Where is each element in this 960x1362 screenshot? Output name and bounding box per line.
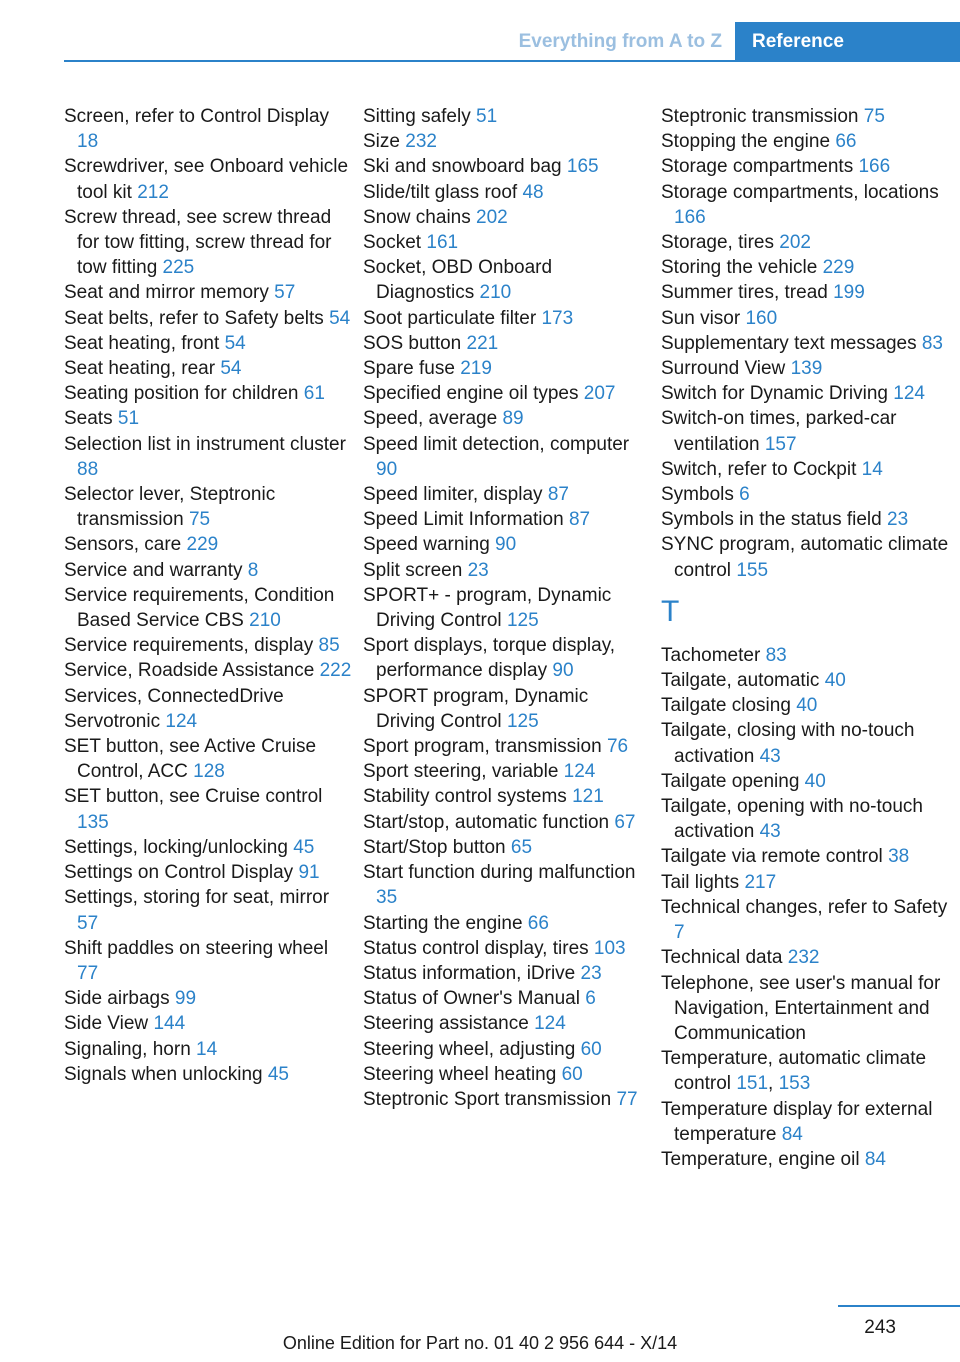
index-entry-text: Surround View <box>661 358 786 380</box>
index-entry-text: Settings on Control Display <box>64 862 294 884</box>
page-reference-link[interactable]: 40 <box>804 770 826 792</box>
index-entry-text: SOS button <box>363 332 462 354</box>
index-entry-text: Summer tires, tread <box>661 282 828 304</box>
index-entry <box>661 895 949 945</box>
index-entry-text: Seats <box>64 408 113 430</box>
index-entry <box>363 784 651 809</box>
index-entry-text: Split screen <box>363 559 463 581</box>
index-entry-text: Seat heating, rear <box>64 358 216 380</box>
index-entry <box>661 255 949 280</box>
index-entry-text: Temperature, engine oil <box>661 1148 860 1170</box>
index-entry-text: Stability control systems <box>363 786 567 808</box>
page-reference-link[interactable]: 54 <box>329 307 351 329</box>
page-reference-link[interactable]: 77 <box>616 1088 638 1110</box>
index-entry-text: Status information, iDrive <box>363 962 576 984</box>
page-reference-link[interactable]: 14 <box>861 458 883 480</box>
index-entry-text: Start/Stop button <box>363 836 506 858</box>
index-entry <box>64 104 352 154</box>
page-reference-link[interactable]: 14 <box>196 1038 218 1060</box>
index-entry-text: Service and warranty <box>64 559 243 581</box>
page-reference-link[interactable]: 151 <box>736 1073 769 1095</box>
index-entry-text: Switch for Dynamic Driving <box>661 383 888 405</box>
page-reference-link[interactable]: 45 <box>267 1063 289 1085</box>
index-entry-text: Socket, OBD Onboard Diagnostics <box>363 257 553 304</box>
index-entry-text: Storage compartments <box>661 156 854 178</box>
footer-rule <box>838 1305 960 1307</box>
index-entry <box>64 684 352 709</box>
page-reference-link[interactable]: 60 <box>561 1063 583 1085</box>
index-entry <box>363 331 651 356</box>
index-entry <box>64 532 352 557</box>
page-reference-link[interactable]: 217 <box>744 871 777 893</box>
index-entry <box>64 331 352 356</box>
page-reference-link[interactable]: 65 <box>510 836 533 858</box>
page-reference-link[interactable]: 202 <box>779 232 811 254</box>
page-reference-link[interactable]: 166 <box>858 156 891 178</box>
index-entry-text: Steptronic Sport transmission <box>363 1088 612 1110</box>
page-reference-link[interactable]: 124 <box>563 761 596 783</box>
index-entry <box>363 205 651 230</box>
index-entry-text: Seat and mirror memory <box>64 282 269 304</box>
page-reference-link[interactable]: 87 <box>568 509 591 531</box>
index-entry <box>363 860 651 910</box>
index-entry-text: Speed limit detection, computer <box>363 433 630 455</box>
index-entry <box>661 693 949 718</box>
index-entry <box>661 230 949 255</box>
index-entry-text: SET button, see Cruise control <box>64 786 323 808</box>
index-entry <box>363 684 651 734</box>
index-entry <box>363 936 651 961</box>
index-entry-text: Tailgate closing <box>661 695 791 717</box>
index-entry <box>64 356 352 381</box>
page-reference-link[interactable]: 232 <box>787 947 820 969</box>
index-entry-text: Soot particulate filter <box>363 307 537 329</box>
index-column-2 <box>363 104 651 1112</box>
page-reference-link[interactable]: 221 <box>466 332 499 354</box>
index-entry <box>661 280 949 305</box>
index-entry <box>661 180 949 230</box>
page-reference-link[interactable]: 23 <box>467 559 489 581</box>
index-entry-text: Signals when unlocking <box>64 1063 263 1085</box>
index-entry <box>661 668 949 693</box>
page-reference-link[interactable]: 40 <box>824 670 846 692</box>
index-entry <box>64 986 352 1011</box>
index-column-3 <box>661 104 949 1172</box>
page-reference-link[interactable]: 155 <box>736 559 769 581</box>
index-entry-text: Size <box>363 131 400 153</box>
index-entry-text: Sensors, care <box>64 534 182 556</box>
page-reference-link[interactable]: 125 <box>506 710 539 732</box>
index-entry <box>661 844 949 869</box>
page-reference-link[interactable]: 232 <box>405 131 437 153</box>
index-entry-text: Selection list in instrument cluster <box>64 433 346 455</box>
index-entry-text: Screw thread, see screw thread for tow fitting, screw thread for tow fitting <box>64 206 332 279</box>
page-reference-link[interactable]: 199 <box>833 282 865 304</box>
page-reference-link[interactable]: 8 <box>247 559 259 581</box>
index-entry <box>363 1062 651 1087</box>
index-entry-text: Speed warning <box>363 534 490 556</box>
index-entry <box>661 971 949 1047</box>
index-entry-text: Stopping the engine <box>661 131 831 153</box>
index-entry <box>363 356 651 381</box>
index-entry-text: Speed limiter, display <box>363 484 543 506</box>
index-entry <box>661 1097 949 1147</box>
running-header-tab: Reference <box>735 22 960 62</box>
index-entry-text: Seat belts, refer to Safety belts <box>64 307 324 329</box>
page-reference-link[interactable]: 18 <box>77 131 99 153</box>
page-reference-link[interactable]: 45 <box>293 836 315 858</box>
index-entry <box>363 406 651 431</box>
index-entry-text: Spare fuse <box>363 358 455 380</box>
index-entry <box>363 835 651 860</box>
index-entry <box>363 961 651 986</box>
index-entry-text: Start/stop, automatic function <box>363 811 610 833</box>
index-entry-text: Storing the vehicle <box>661 257 818 279</box>
index-entry <box>64 1011 352 1036</box>
index-entry <box>661 457 949 482</box>
page-reference-link[interactable]: 76 <box>606 736 629 758</box>
index-entry: Temperature, automatic climate control 151, 153 <box>661 1048 927 1095</box>
page-reference-link[interactable]: 54 <box>224 332 246 354</box>
index-entry-text: Sun visor <box>661 307 741 329</box>
index-entry-text: Temperature, automatic climate control <box>661 1048 927 1095</box>
index-entry-text: Status control display, tires <box>363 937 589 959</box>
index-entry <box>363 180 651 205</box>
index-entry-text: Symbols in the status field <box>661 509 882 531</box>
index-entry <box>64 936 352 986</box>
index-entry <box>363 1037 651 1062</box>
page-reference-link[interactable]: 210 <box>249 610 281 632</box>
page-reference-link[interactable]: 157 <box>764 433 797 455</box>
index-entry <box>363 230 651 255</box>
page-reference-link[interactable]: 139 <box>790 358 823 380</box>
index-entry <box>661 769 949 794</box>
index-entry-text: Services, ConnectedDrive <box>64 685 284 707</box>
edition-footer: Online Edition for Part no. 01 40 2 956 644 - X/14 <box>282 1333 678 1353</box>
index-entry <box>64 280 352 305</box>
index-entry-text: Temperature display for external temperature <box>661 1098 933 1145</box>
index-entry-text: Tachometer <box>661 644 761 666</box>
index-entry-text: Starting the engine <box>363 912 523 934</box>
page-reference-link[interactable]: 84 <box>864 1148 886 1170</box>
index-entry <box>64 154 352 204</box>
index-entry-text: Shift paddles on steering wheel <box>64 937 329 959</box>
index-entry-text: Selector lever, Steptronic transmission <box>64 484 276 531</box>
page-reference-link[interactable]: 229 <box>822 257 855 279</box>
page-reference-link[interactable]: 75 <box>188 509 211 531</box>
page-reference-link[interactable]: 43 <box>759 745 781 767</box>
index-entry <box>661 718 949 768</box>
index-entry <box>363 482 651 507</box>
index-entry-text: Tailgate, automatic <box>661 670 820 692</box>
page-reference-link[interactable]: 48 <box>522 181 544 203</box>
index-entry-text: Slide/tilt glass roof <box>363 181 518 203</box>
page-reference-link[interactable]: 83 <box>765 644 787 666</box>
index-entry-text: Tail lights <box>661 871 740 893</box>
page-reference-link[interactable]: 6 <box>585 988 596 1010</box>
index-entry <box>363 633 651 683</box>
index-entry <box>64 860 352 885</box>
index-entry-text: Sport steering, variable <box>363 761 559 783</box>
index-entry <box>363 432 651 482</box>
index-entry <box>363 129 651 154</box>
page-reference-link[interactable]: 57 <box>77 912 99 934</box>
page-reference-link[interactable]: 165 <box>566 156 599 178</box>
index-entry <box>661 794 949 844</box>
index-entry-text: Switch, refer to Cockpit <box>661 458 857 480</box>
index-entry <box>363 911 651 936</box>
index-entry <box>661 381 949 406</box>
page-reference-link[interactable]: 66 <box>835 131 857 153</box>
index-entry <box>363 255 651 305</box>
page-reference-link[interactable]: 75 <box>863 106 885 127</box>
index-entry-text: Tailgate, closing with no-touch activation <box>661 720 915 767</box>
index-entry <box>661 507 949 532</box>
index-entry <box>64 432 352 482</box>
index-entry <box>661 306 949 331</box>
index-entry <box>661 532 949 582</box>
index-entry-text: SPORT program, Dynamic Driving Control <box>363 685 589 732</box>
header-rule <box>64 60 960 62</box>
index-entry-text: Service, Roadside Assistance <box>64 660 315 682</box>
page-reference-link[interactable]: 23 <box>887 509 909 531</box>
index-entry <box>64 658 352 683</box>
index-entry <box>64 482 352 532</box>
page-reference-link[interactable]: 210 <box>479 282 512 304</box>
index-entry <box>661 356 949 381</box>
index-entry <box>363 810 651 835</box>
index-entry <box>363 558 651 583</box>
page-reference-link[interactable]: 23 <box>580 962 602 984</box>
index-entry <box>363 104 651 129</box>
index-entry <box>363 1011 651 1036</box>
page-reference-link[interactable]: 67 <box>614 811 636 833</box>
index-entry-text: Technical changes, refer to Safety <box>661 896 948 918</box>
index-entry <box>363 507 651 532</box>
index-entry <box>661 482 949 507</box>
index-entry <box>64 1062 352 1087</box>
index-entry <box>363 759 651 784</box>
index-entry-text: Speed, average <box>363 408 498 430</box>
index-entry-text: Signaling, horn <box>64 1038 191 1060</box>
page-reference-link[interactable]: 40 <box>796 695 818 717</box>
index-entry-text: Steering wheel, adjusting <box>363 1038 576 1060</box>
index-entry-text: Socket <box>363 232 422 254</box>
page-reference-link[interactable]: 90 <box>495 534 517 556</box>
index-entry <box>64 835 352 860</box>
index-entry-text: Sitting safely <box>363 106 471 127</box>
page-reference-link[interactable]: 135 <box>77 811 109 833</box>
index-entry <box>64 406 352 431</box>
page-reference-link[interactable]: 219 <box>460 358 492 380</box>
index-entry <box>64 633 352 658</box>
index-entry-text: Side View <box>64 1013 149 1035</box>
page-reference-link[interactable]: 87 <box>547 484 569 506</box>
index-entry-text: Servotronic <box>64 710 161 732</box>
index-entry-text: Side airbags <box>64 988 170 1010</box>
index-entry <box>363 532 651 557</box>
index-entry-text: Storage, tires <box>661 232 774 254</box>
index-entry-text: Service requirements, Condition Based Service CBS <box>64 584 335 632</box>
page-reference-link[interactable]: 91 <box>298 862 320 884</box>
page-reference-link[interactable]: 124 <box>165 710 198 732</box>
page-reference-link[interactable]: 60 <box>580 1038 602 1060</box>
page-reference-link[interactable]: 161 <box>426 232 459 254</box>
index-entry-text: Status of Owner's Manual <box>363 988 580 1010</box>
index-entry <box>64 734 352 784</box>
index-entry-text: Sport program, transmission <box>363 736 602 758</box>
page-reference-link[interactable]: 90 <box>552 660 574 682</box>
page-reference-link[interactable]: 84 <box>781 1123 803 1145</box>
page-reference-link[interactable]: 173 <box>541 307 574 329</box>
page-reference-link[interactable]: 90 <box>376 458 398 480</box>
index-entry <box>661 104 949 129</box>
index-entry-text: Tailgate opening <box>661 770 800 792</box>
index-entry-text: Telephone, see user's manual for Navigation, Entertainment and Communication <box>661 972 941 1044</box>
index-entry-text: Tailgate via remote control <box>661 846 883 868</box>
page-number: 243 <box>864 1317 896 1338</box>
index-entry-text: Ski and snowboard bag <box>363 156 562 178</box>
page-reference-link[interactable]: 51 <box>476 106 498 127</box>
index-entry-text: Specified engine oil types <box>363 383 579 405</box>
index-entry <box>363 734 651 759</box>
index-entry <box>64 885 352 935</box>
index-entry <box>661 129 949 154</box>
index-entry <box>363 986 651 1011</box>
page-reference-link[interactable]: 61 <box>303 383 325 405</box>
page-reference-link[interactable]: 128 <box>193 761 225 783</box>
index-entry <box>64 381 352 406</box>
index-entry <box>363 381 651 406</box>
page-reference-link[interactable]: 66 <box>527 912 549 934</box>
index-entry-text: Sport displays, torque display, performance display <box>363 635 616 682</box>
index-entry-text: SYNC program, automatic climate control <box>661 534 949 581</box>
index-entry <box>363 306 651 331</box>
index-column-1 <box>64 104 352 1087</box>
page-reference-link[interactable]: 6 <box>739 484 750 506</box>
index-entry <box>363 154 651 179</box>
index-entry <box>661 945 949 970</box>
index-entry-text: Steering wheel heating <box>363 1063 557 1085</box>
page-reference-link[interactable]: 207 <box>583 383 616 405</box>
page-reference-link[interactable]: 124 <box>893 383 925 405</box>
page-reference-link[interactable]: 225 <box>162 257 195 279</box>
index-entry-text: Settings, locking/unlocking <box>64 836 288 858</box>
index-entry-text: Tailgate, opening with no-touch activation <box>661 796 923 843</box>
page-reference-link[interactable]: 103 <box>593 937 626 959</box>
index-entry-text: Storage compartments, locations <box>661 181 939 203</box>
page-reference-link[interactable]: 229 <box>186 534 219 556</box>
index-entry <box>64 709 352 734</box>
page-reference-link[interactable]: 160 <box>745 307 778 329</box>
page-reference-link[interactable]: 144 <box>153 1013 186 1035</box>
page-reference-link[interactable]: 35 <box>376 887 398 909</box>
index-entry <box>661 406 949 456</box>
index-entry <box>64 784 352 834</box>
page-reference-link[interactable]: 166 <box>674 206 706 228</box>
page-reference-link[interactable]: 88 <box>77 458 99 480</box>
index-entry <box>64 583 352 633</box>
page-reference-link[interactable]: 7 <box>674 922 685 944</box>
page-reference-link[interactable]: 89 <box>502 408 524 430</box>
page-reference-link[interactable]: 124 <box>534 1013 566 1035</box>
index-entry-text: Seat heating, front <box>64 332 220 354</box>
index-entry-text: SPORT+ - program, Dynamic Driving Control <box>363 584 612 632</box>
index-letter-heading: T <box>661 594 680 628</box>
index-entry-text: Switch-on times, parked-car ventilation <box>661 408 897 455</box>
page-reference-link[interactable]: 51 <box>117 408 140 430</box>
index-entry <box>661 1147 949 1172</box>
index-entry <box>661 643 949 668</box>
page-reference-link[interactable]: 54 <box>220 358 242 380</box>
index-entry-text: Screen, refer to Control Display <box>64 106 330 127</box>
page-reference-link[interactable]: 222 <box>319 660 352 682</box>
index-entry-text: Steering assistance <box>363 1013 529 1035</box>
index-entry <box>64 558 352 583</box>
page-reference-link[interactable]: 85 <box>318 635 340 657</box>
index-entry <box>64 1037 352 1062</box>
page-reference-link[interactable]: 77 <box>77 962 99 984</box>
index-entry <box>363 583 651 633</box>
index-entry <box>661 331 949 356</box>
index-entry-text: Seating position for children <box>64 383 299 405</box>
page-reference-link[interactable]: 99 <box>174 988 197 1010</box>
index-entry <box>661 154 949 179</box>
page-reference-link[interactable]: 153 <box>778 1073 811 1095</box>
index-entry-text: Screwdriver, see Onboard vehicle tool kit <box>64 156 349 203</box>
page-reference-link[interactable]: 43 <box>759 821 781 843</box>
index-entry-text: Supplementary text messages <box>661 332 917 354</box>
index-entry-text: SET button, see Active Cruise Control, ACC <box>64 736 317 783</box>
index-entry-text: Steptronic transmission <box>661 106 859 127</box>
running-header-section: Everything from A to Z <box>518 31 722 52</box>
index-entry <box>661 870 949 895</box>
index-entry-text: Service requirements, display <box>64 635 314 657</box>
index-entry-text: Technical data <box>661 947 783 969</box>
page-reference-link[interactable]: 38 <box>888 846 910 868</box>
index-entry <box>363 1087 651 1112</box>
page-reference-link[interactable]: 57 <box>274 282 296 304</box>
index-entry-text: Start function during malfunction <box>363 862 636 884</box>
page-reference-link[interactable]: 83 <box>921 332 943 354</box>
page-reference-link[interactable]: 121 <box>572 786 604 808</box>
index-entry <box>64 306 352 331</box>
page-reference-link[interactable]: 202 <box>476 206 508 228</box>
index-entry-text: Settings, storing for seat, mirror <box>64 887 330 909</box>
page-reference-link[interactable]: 212 <box>137 181 169 203</box>
index-entry <box>64 205 352 281</box>
index-entry-text: Speed Limit Information <box>363 509 564 531</box>
page-reference-link[interactable]: 125 <box>506 610 539 632</box>
index-entry-text: Snow chains <box>363 206 471 228</box>
index-entry-text: Symbols <box>661 484 734 506</box>
